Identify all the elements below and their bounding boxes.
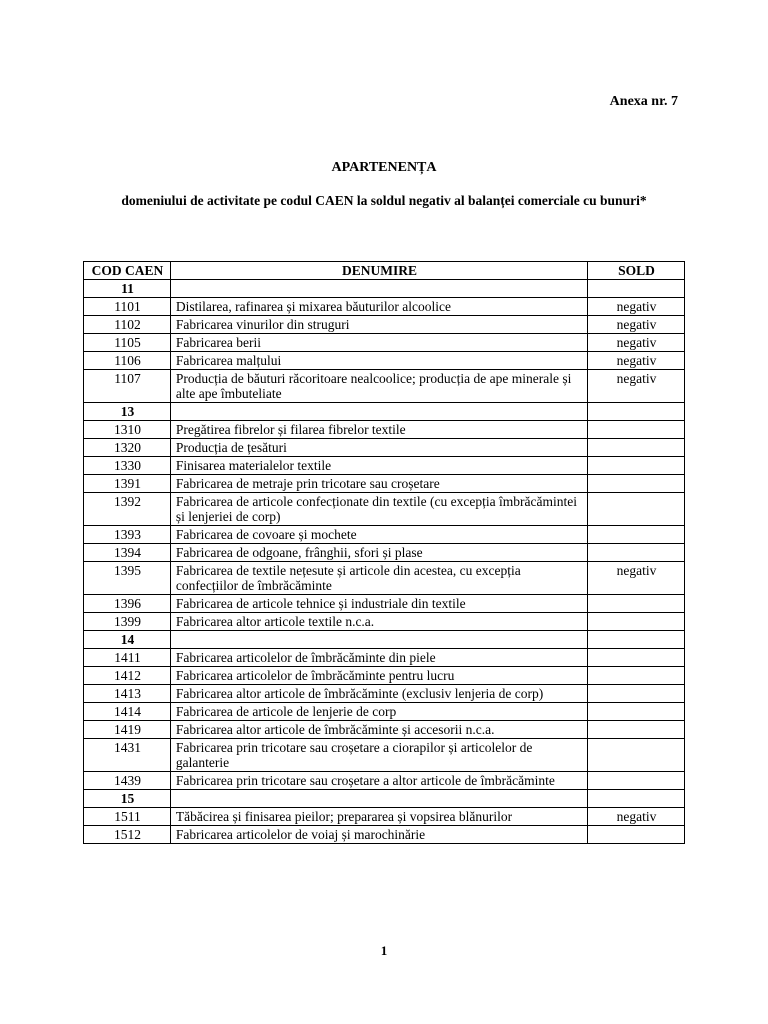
- table-row: [84, 493, 685, 526]
- table-row: [84, 370, 685, 403]
- denumire-cell: Fabricarea de metraje prin tricotare sau croșetare: [170, 475, 587, 493]
- code-cell: 1396: [84, 595, 171, 613]
- sold-cell: [588, 439, 685, 457]
- group-row: [84, 790, 685, 808]
- code-cell: 13: [84, 403, 171, 421]
- sold-cell: [588, 403, 685, 421]
- sold-cell: [588, 475, 685, 493]
- table-row: [84, 316, 685, 334]
- denumire-cell: Tăbăcirea și finisarea pieilor; prepararea și vopsirea blănurilor: [170, 808, 587, 826]
- denumire-cell: Fabricarea prin tricotare sau croșetare a altor articole de îmbrăcăminte: [170, 772, 587, 790]
- code-cell: 15: [84, 790, 171, 808]
- group-row: [84, 403, 685, 421]
- denumire-cell: [170, 790, 587, 808]
- sold-cell: [588, 595, 685, 613]
- code-cell: 1439: [84, 772, 171, 790]
- denumire-cell: Fabricarea berii: [170, 334, 587, 352]
- sold-cell: [588, 826, 685, 844]
- code-cell: 1512: [84, 826, 171, 844]
- denumire-cell: Fabricarea de covoare și mochete: [170, 526, 587, 544]
- table-row: [84, 721, 685, 739]
- table-row: [84, 595, 685, 613]
- denumire-cell: Distilarea, rafinarea și mixarea băuturilor alcoolice: [170, 298, 587, 316]
- denumire-cell: Fabricarea de articole de lenjerie de corp: [170, 703, 587, 721]
- code-cell: 1391: [84, 475, 171, 493]
- denumire-cell: Fabricarea de textile nețesute și articole din acestea, cu excepția confecțiilor de îmbrăcăminte: [170, 562, 587, 595]
- table-body: [84, 280, 685, 844]
- table-row: [84, 772, 685, 790]
- table-row: [84, 439, 685, 457]
- header-cod-caen: COD CAEN: [84, 262, 171, 280]
- annex-number: Anexa nr. 7: [609, 94, 678, 109]
- code-cell: 14: [84, 631, 171, 649]
- denumire-cell: Fabricarea articolelor de voiaj și marochinărie: [170, 826, 587, 844]
- table-row: [84, 421, 685, 439]
- sold-cell: [588, 772, 685, 790]
- code-cell: 1411: [84, 649, 171, 667]
- sold-cell: [588, 421, 685, 439]
- table-row: [84, 526, 685, 544]
- denumire-cell: Fabricarea malțului: [170, 352, 587, 370]
- table-row: [84, 562, 685, 595]
- denumire-cell: Fabricarea articolelor de îmbrăcăminte pentru lucru: [170, 667, 587, 685]
- sold-cell: [588, 790, 685, 808]
- code-cell: 1412: [84, 667, 171, 685]
- code-cell: 1431: [84, 739, 171, 772]
- code-cell: 1106: [84, 352, 171, 370]
- code-cell: 1394: [84, 544, 171, 562]
- code-cell: 1392: [84, 493, 171, 526]
- code-cell: 1399: [84, 613, 171, 631]
- table-row: [84, 457, 685, 475]
- code-cell: 1419: [84, 721, 171, 739]
- sold-cell: [588, 526, 685, 544]
- denumire-cell: Fabricarea vinurilor din struguri: [170, 316, 587, 334]
- sold-cell: [588, 613, 685, 631]
- code-cell: 1310: [84, 421, 171, 439]
- denumire-cell: Fabricarea altor articole de îmbrăcăminte și accesorii n.c.a.: [170, 721, 587, 739]
- table-row: [84, 475, 685, 493]
- sold-cell: [588, 685, 685, 703]
- code-cell: 1393: [84, 526, 171, 544]
- table-row: [84, 808, 685, 826]
- denumire-cell: Fabricarea de odgoane, frânghii, sfori și plase: [170, 544, 587, 562]
- table-row: [84, 649, 685, 667]
- sold-cell: [588, 544, 685, 562]
- denumire-cell: Fabricarea articolelor de îmbrăcăminte din piele: [170, 649, 587, 667]
- denumire-cell: [170, 280, 587, 298]
- code-cell: 1511: [84, 808, 171, 826]
- sold-cell: [588, 667, 685, 685]
- sold-cell: negativ: [588, 352, 685, 370]
- table-row: [84, 739, 685, 772]
- denumire-cell: Fabricarea de articole tehnice și industriale din textile: [170, 595, 587, 613]
- code-cell: 1413: [84, 685, 171, 703]
- sold-cell: negativ: [588, 808, 685, 826]
- table-row: [84, 334, 685, 352]
- table-row: [84, 613, 685, 631]
- sold-cell: [588, 493, 685, 526]
- table-row: [84, 352, 685, 370]
- denumire-cell: [170, 631, 587, 649]
- sold-cell: [588, 739, 685, 772]
- table-row: [84, 703, 685, 721]
- sold-cell: [588, 457, 685, 475]
- header-denumire: DENUMIRE: [170, 262, 587, 280]
- sold-cell: [588, 649, 685, 667]
- page-number: 1: [380, 943, 388, 958]
- sold-cell: [588, 721, 685, 739]
- table-row: [84, 826, 685, 844]
- sold-cell: negativ: [588, 562, 685, 595]
- table-row: [84, 298, 685, 316]
- sold-cell: [588, 703, 685, 721]
- document-title: APARTENENȚA: [331, 160, 437, 175]
- denumire-cell: Pregătirea fibrelor și filarea fibrelor textile: [170, 421, 587, 439]
- code-cell: 1330: [84, 457, 171, 475]
- denumire-cell: Producția de țesături: [170, 439, 587, 457]
- table-row: [84, 685, 685, 703]
- code-cell: 1102: [84, 316, 171, 334]
- sold-cell: negativ: [588, 298, 685, 316]
- denumire-cell: Fabricarea prin tricotare sau croșetare a ciorapilor și articolelor de galanterie: [170, 739, 587, 772]
- document-subtitle: domeniului de activitate pe codul CAEN la soldul negativ al balanței comerciale cu bunuri*: [121, 193, 647, 208]
- sold-cell: negativ: [588, 316, 685, 334]
- header-sold: SOLD: [588, 262, 685, 280]
- group-row: [84, 280, 685, 298]
- code-cell: 1107: [84, 370, 171, 403]
- code-cell: 1105: [84, 334, 171, 352]
- denumire-cell: Fabricarea altor articole textile n.c.a.: [170, 613, 587, 631]
- caen-table: [83, 261, 685, 844]
- table-row: [84, 544, 685, 562]
- denumire-cell: [170, 403, 587, 421]
- sold-cell: negativ: [588, 334, 685, 352]
- code-cell: 1101: [84, 298, 171, 316]
- sold-cell: [588, 631, 685, 649]
- sold-cell: negativ: [588, 370, 685, 403]
- sold-cell: [588, 280, 685, 298]
- table-header-row: [84, 262, 685, 280]
- code-cell: 1320: [84, 439, 171, 457]
- code-cell: 1414: [84, 703, 171, 721]
- group-row: [84, 631, 685, 649]
- denumire-cell: Finisarea materialelor textile: [170, 457, 587, 475]
- denumire-cell: Fabricarea altor articole de îmbrăcăminte (exclusiv lenjeria de corp): [170, 685, 587, 703]
- code-cell: 1395: [84, 562, 171, 595]
- table-row: [84, 667, 685, 685]
- denumire-cell: Fabricarea de articole confecționate din textile (cu excepția îmbrăcămintei și lenjeriei de corp): [170, 493, 587, 526]
- code-cell: 11: [84, 280, 171, 298]
- denumire-cell: Producția de băuturi răcoritoare nealcoolice; producția de ape minerale și alte ape îmbuteliate: [170, 370, 587, 403]
